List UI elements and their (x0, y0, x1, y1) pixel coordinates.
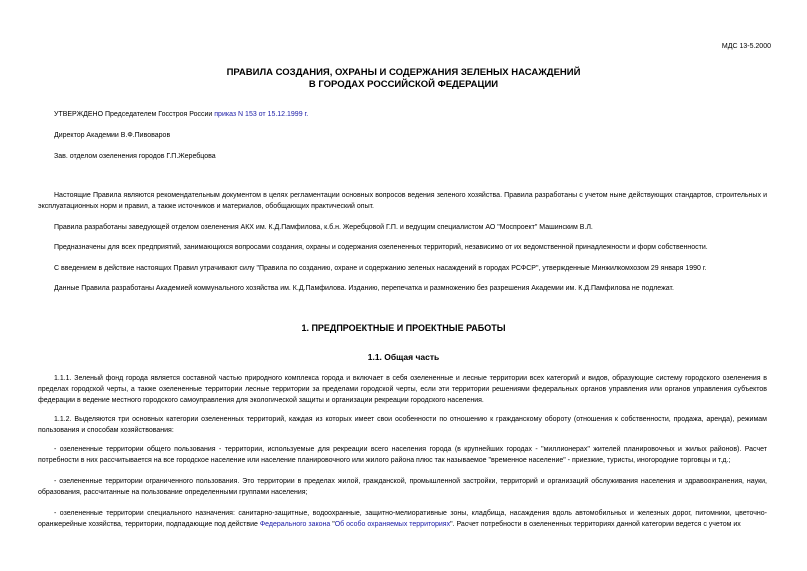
federal-law-link[interactable]: Федерального закона (259, 521, 331, 528)
special-text-a: - озелененные территории специального назначения: санитарно-защитные, водоохранные, защитно-мелиоративные зоны, кладбища, насаждения вдоль автомобильных и железных дорог, питомники, цветочно-оранжерейные хозяйства, территории, подпадающие под действие (38, 510, 767, 528)
document-code: МДС 13-5.2000 (721, 43, 771, 50)
approval-line (54, 111, 308, 118)
intro-paragraph-1: Настоящие Правила являются рекомендательным документом в целях регламентации основных вопросов ведения зеленого хозяйства. Правила разработаны с учетом ныне действующих стандартов, строительных и эксплуатационных норм и правил, а также источников и материалов, обобщающих практический опыт. (38, 192, 767, 210)
intro-paragraph-2: Правила разработаны заведующей отделом озеленения АКХ им. К.Д.Памфилова, к.б.н. Жеребцовой Г.П. и ведущим специалистом АО "Моспроект" Машинским В.Л. (54, 224, 593, 231)
dept-head-line: Зав. отделом озеленения городов Г.П.Жеребцова (54, 153, 216, 160)
intro-paragraph-3: Предназначены для всех предприятий, занимающихся вопросами создания, охраны и содержания озелененных территорий, независимо от их ведомственной принадлежности и форм собственности. (54, 244, 708, 251)
director-line: Директор Академии В.Ф.Пивоваров (54, 132, 171, 139)
intro-paragraph-4: С введением в действие настоящих Правил утрачивают силу "Правила по созданию, охране и содержанию зеленых насаждений в городах РСФСР", утвержденные Минжилкомхозом 29 января 1990 г. (54, 265, 707, 272)
list-item-special-purpose (38, 508, 767, 530)
subsection-heading-1-1: 1.1. Общая часть (367, 352, 440, 362)
list-item-general-use: - озелененные территории общего пользования - территории, используемые для рекреации всего населения города (в крупнейших городах - "миллионерах" жителей планировочных и жилых районов). Расчет потребности в них рассчитывается на все городское население или население планировочного или жилого района плюс так называемое "временное население" - приезжие, туристы, иногородние торговцы и т.д.; (38, 446, 767, 464)
protected-areas-link[interactable]: Об особо охраняемых территориях (334, 521, 451, 528)
special-text-b: " (330, 521, 335, 528)
section-heading-1: 1. ПРЕДПРОЕКТНЫЕ И ПРОЕКТНЫЕ РАБОТЫ (301, 323, 506, 333)
clause-1-1-1: 1.1.1. Зеленый фонд города является составной частью природного комплекса города и включает в себя озелененные и лесные территории всех категорий и видов, образующие систему городского озеленения в пределах городской черты, а также озелененные территории лесные территории за пределами городской черты, если эти территории решениями федеральных органов управления или органов управления субъектов федерации в ведение местного городского самоуправления для экологической защиты и организации рекреации городского населения. (38, 375, 767, 404)
title-line-1: ПРАВИЛА СОЗДАНИЯ, ОХРАНЫ И СОДЕРЖАНИЯ ЗЕЛЕНЫХ НАСАЖДЕНИЙ (226, 67, 581, 78)
document-title (0, 67, 807, 91)
intro-paragraph-5: Данные Правила разработаны Академией коммунального хозяйства им. К.Д.Памфилова. Изданию, перепечатка и размножению без разрешения Академии им. К.Д.Памфилова не подлежат. (54, 285, 674, 292)
clause-1-1-2: 1.1.2. Выделяются три основных категории озелененных территорий, каждая из которых имеет свои особенности по отношению к гражданскому обороту (отношения к собственности, продажа, аренда), режимам пользования и способам хозяйствования: (38, 416, 767, 434)
special-text-c: ". Расчет потребности в озелененных территориях данной категории ведется с учетом их (450, 521, 741, 528)
approval-text: УТВЕРЖДЕНО Председателем Госстроя России (54, 111, 215, 118)
title-line-2: В ГОРОДАХ РОССИЙСКОЙ ФЕДЕРАЦИИ (308, 79, 499, 90)
order-link[interactable]: приказ N 153 от 15.12.1999 г. (214, 111, 309, 118)
list-item-limited-use: - озелененные территории ограниченного пользования. Это территории в пределах жилой, гражданской, промышленной застройки, территорий и организаций обслуживания населения и здравоохранения, науки, образования, рассчитанные на пользование определенными группами населения; (38, 478, 767, 496)
